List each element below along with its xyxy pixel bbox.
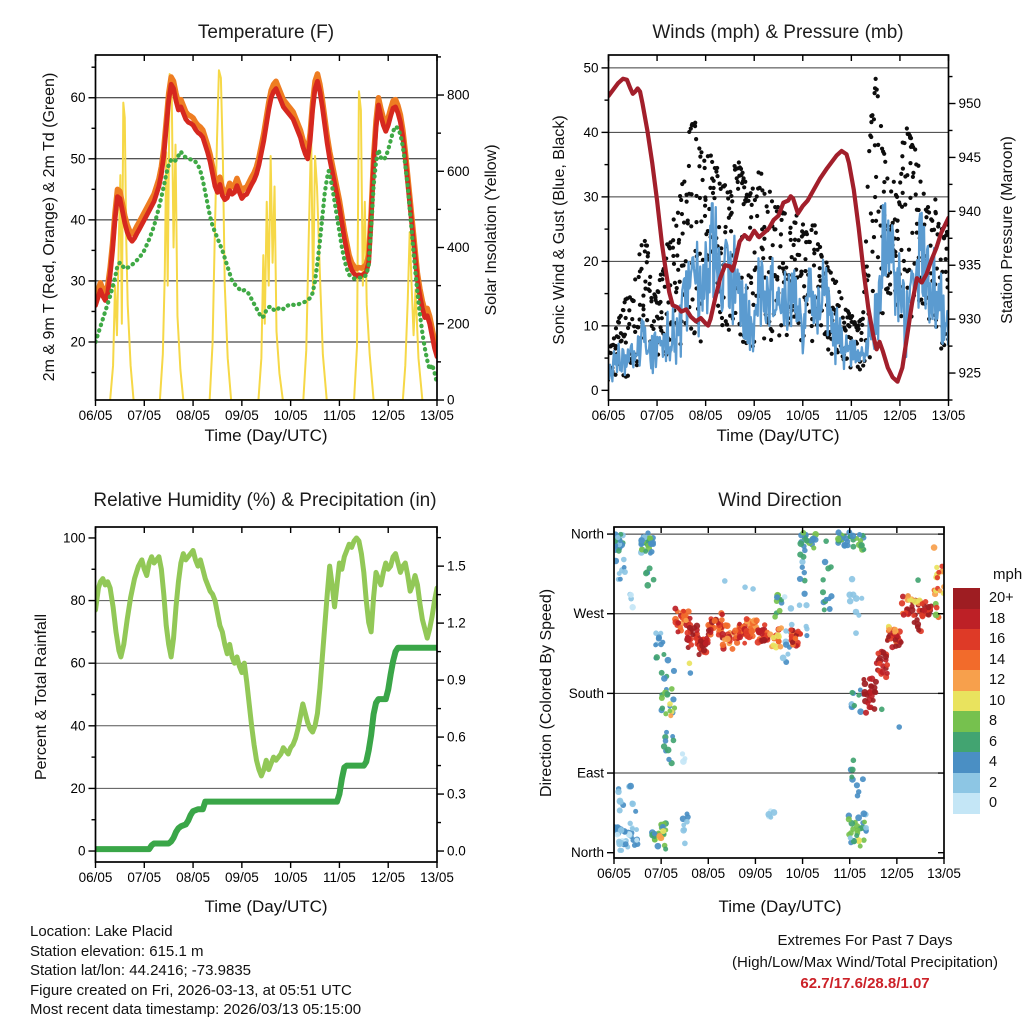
- legend-rows: [953, 588, 1022, 814]
- legend-swatch: [953, 793, 980, 814]
- legend-swatch: [953, 773, 980, 794]
- legend-swatch: [953, 650, 980, 671]
- legend-row: [953, 650, 1022, 671]
- legend-row: [953, 691, 1022, 712]
- legend-label: 8: [989, 713, 998, 730]
- humidity-xaxis-label: Time (Day/UTC): [204, 897, 328, 916]
- legend-label: 4: [989, 754, 998, 771]
- legend-swatch: [953, 752, 980, 773]
- legend-swatch: [953, 691, 980, 712]
- legend-row: [953, 752, 1022, 773]
- legend-units-label: mph: [993, 566, 1023, 583]
- legend-label: 6: [989, 733, 998, 750]
- station-location: Location: Lake Placid: [30, 923, 173, 940]
- extremes-subtitle: (High/Low/Max Wind/Total Precipitation): [732, 953, 998, 971]
- legend-label: 14: [989, 651, 1006, 668]
- temperature-chart-title: Temperature (F): [197, 22, 335, 43]
- temperature-left-yaxis-label: 2m & 9m T (Red, Orange) & 2m Td (Green): [41, 72, 58, 382]
- direction-left-yaxis-label: Direction (Colored By Speed): [538, 588, 555, 798]
- winds-chart-title: Winds (mph) & Pressure (mb): [652, 22, 904, 43]
- legend-label: 2: [989, 774, 998, 791]
- legend-row: [953, 629, 1022, 650]
- humidity-left-yaxis-label: Percent & Total Rainfall: [33, 613, 50, 781]
- station-elevation: Station elevation: 615.1 m: [30, 942, 204, 960]
- wind-left-yaxis-label: Sonic Wind & Gust (Blue, Black): [551, 115, 568, 345]
- wind-direction-xaxis-label: Time (Day/UTC): [718, 897, 842, 916]
- legend-label: 20+: [989, 590, 1014, 607]
- legend-row: [953, 793, 1022, 814]
- legend-label: 10: [989, 692, 1006, 709]
- pressure-right-yaxis-label: Station Pressure (Maroon): [999, 136, 1016, 324]
- wind-direction-chart-title: Wind Direction: [718, 490, 842, 511]
- legend-swatch: [953, 609, 980, 630]
- extremes-title: Extremes For Past 7 Days: [777, 932, 953, 949]
- solar-right-yaxis-label: Solar Insolation (Yellow): [483, 144, 500, 316]
- legend-row: [953, 609, 1022, 630]
- legend-swatch: [953, 732, 980, 753]
- humidity-chart-title: Relative Humidity (%) & Precipitation (in): [93, 490, 437, 511]
- legend-row: [953, 732, 1022, 753]
- legend-swatch: [953, 711, 980, 732]
- legend-row: [953, 670, 1022, 691]
- legend-label: 12: [989, 672, 1006, 689]
- station-latlon: Station lat/lon: 44.2416; -73.9835: [30, 962, 252, 979]
- figure-created-timestamp: Figure created on Fri, 2026-03-13, at 05:51 UTC: [30, 981, 352, 999]
- legend-label: 0: [989, 795, 998, 812]
- legend-row: [953, 588, 1022, 609]
- legend-row: [953, 773, 1022, 794]
- most-recent-data-timestamp: Most recent data timestamp: 2026/03/13 05:15:00: [30, 1001, 362, 1018]
- legend-swatch: [953, 588, 980, 609]
- legend-label: 18: [989, 610, 1006, 627]
- winds-xaxis-label: Time (Day/UTC): [716, 426, 840, 445]
- extremes-values: 62.7/17.6/28.8/1.07: [800, 975, 930, 992]
- legend-swatch: [953, 670, 980, 691]
- extremes-summary: [655, 930, 1024, 995]
- speed-colorbar-legend: [953, 566, 1022, 814]
- temperature-xaxis-label: Time (Day/UTC): [204, 426, 328, 445]
- legend-label: 16: [989, 631, 1006, 648]
- legend-swatch: [953, 629, 980, 650]
- legend-row: [953, 711, 1022, 732]
- station-info: [30, 922, 361, 1020]
